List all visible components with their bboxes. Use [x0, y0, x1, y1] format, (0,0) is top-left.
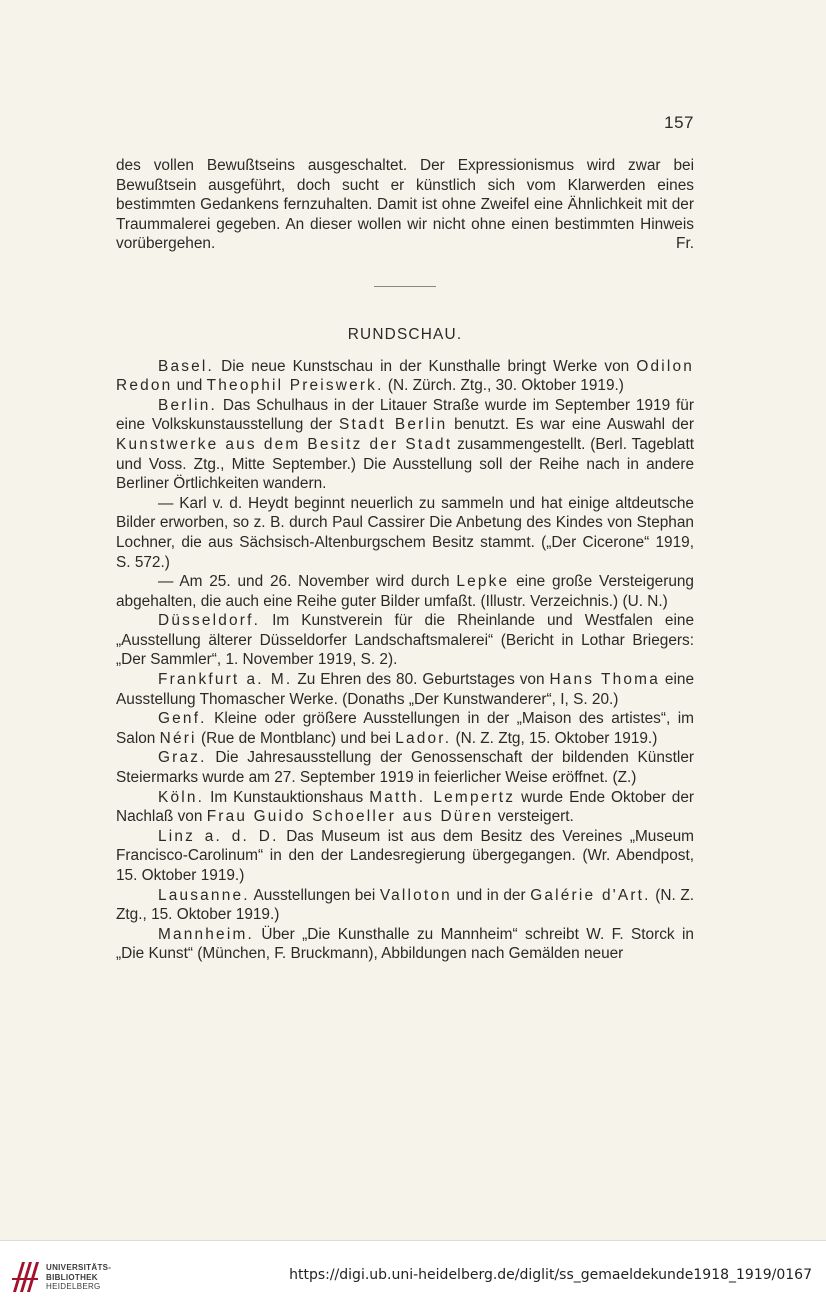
- place-name: Köln.: [158, 788, 205, 806]
- permalink-url[interactable]: https://digi.ub.uni-heidelberg.de/diglit/ss_gemaeldekunde1918_1919/0167: [289, 1267, 812, 1283]
- page-number: 157: [664, 113, 694, 132]
- entry-lausanne: Lausanne. Ausstellungen bei Valloton und in der Galérie d'Art. (N. Z. Ztg., 15. Oktober 1919.): [116, 886, 694, 924]
- artist-name: Theophil Preiswerk.: [206, 377, 384, 395]
- entry-graz: Graz. Die Jahresausstellung der Genossenschaft der bildenden Künstler Steiermarks wurde am 27. September 1919 in feierlicher Weise eröffnet. (Z.): [116, 749, 695, 787]
- section-heading: RUNDSCHAU.: [347, 325, 463, 343]
- dealer-name: Lepke: [456, 573, 510, 591]
- university-library-heidelberg-logo-icon[interactable]: [10, 1259, 40, 1295]
- section-divider: [374, 286, 436, 287]
- place-name: Frankfurt a. M.: [158, 671, 293, 689]
- place-name: Genf.: [158, 710, 207, 728]
- footer-bar: [0, 1240, 826, 1310]
- entry-basel: Basel. Die neue Kunstschau in der Kunsthalle bringt Werke von Odilon Redon und Theophil Preiswerk. (N. Zürch. Ztg., 30. Oktober 1919.): [116, 357, 695, 395]
- place-name: Basel.: [158, 357, 214, 375]
- author-signature: Fr.: [676, 235, 694, 253]
- entry-koeln: Köln. Im Kunstauktionshaus Matth. Lempertz wurde Ende Oktober der Nachlaß von Frau Guido Schoeller aus Düren versteigert.: [116, 788, 695, 826]
- entry-linz: Linz a. d. D. Das Museum ist aus dem Besitz des Vereines „Museum Francisco-Carolinum“ in den der Landesregierung übergegangen. (Wr. Abendpost, 15. Oktober 1919.): [116, 827, 695, 884]
- library-logo-text: UNIVERSITÄTS- BIBLIOTHEK HEIDELBERG: [46, 1263, 112, 1291]
- place-name: Düsseldorf.: [158, 612, 261, 630]
- entry-mannheim: Mannheim. Über „Die Kunsthalle zu Mannheim“ schreibt W. F. Storck in „Die Kunst“ (München, F. Bruckmann), Abbildungen nach Gemälden neuer: [116, 925, 694, 963]
- place-name: Berlin.: [158, 396, 218, 414]
- body-text: [116, 156, 694, 964]
- place-name: Mannheim.: [158, 925, 254, 943]
- place-name: Linz a. d. D.: [158, 827, 279, 845]
- entry-genf: Genf. Kleine oder größere Ausstellungen in der „Maison des artistes“, im Salon Néri (Rue de Montblanc) und bei Lador. (N. Z. Ztg, 15. Oktober 1919.): [116, 710, 694, 747]
- intro-paragraph: [116, 156, 694, 254]
- artist-name: Hans Thoma: [549, 671, 660, 689]
- artist-name: Odilon Redon: [116, 357, 695, 395]
- entry-frankfurt: Frankfurt a. M. Zu Ehren des 80. Geburtstages von Hans Thoma eine Ausstellung Thomascher Werke. (Donaths „Der Kunstwanderer“, I, S. 20.): [116, 671, 695, 708]
- place-name: Lausanne.: [158, 886, 250, 904]
- intro-text: des vollen Bewußtseins ausgeschaltet. Der Expressionismus wird zwar bei Bewußtsein ausgeführt, doch sucht er künstlich sich vom Klarwerden eines bestimmten Gedankens fernzuhalten. Damit ist ohne Zweifel eine Ähnlichkeit mit der Traummalerei gegeben. An dieser wollen wir nicht ohne einen bestimmten Hinweis vorübergehen.: [116, 157, 694, 253]
- entry-duesseldorf: Düsseldorf. Im Kunstverein für die Rheinlande und Westfalen eine „Ausstellung älterer Düsseldorfer Landschaftsmalerei“ (Bericht in Lothar Briegers: „Der Sammler“, 1. November 1919, S. 2).: [116, 612, 695, 669]
- entry-berlin: Berlin. Das Schulhaus in der Litauer Straße wurde im September 1919 für eine Volkskunstausstellung der Stadt Berlin benutzt. Es war eine Auswahl der Kunstwerke aus dem Besitz der Stadt zusammengestellt. (Berl. Tageblatt und Voss. Ztg., Mitte September.) Die Ausstellung soll der Reihe nach in andere Berliner Örtlichkeiten wandern.: [116, 396, 694, 493]
- entry-lepke: — Am 25. und 26. November wird durch Lepke eine große Versteigerung abgehalten, die auch eine Reihe guter Bilder umfaßt. (Illustr. Verzeichnis.) (U. N.): [116, 573, 694, 610]
- place-name: Graz.: [158, 749, 207, 767]
- entry-heydt: — Karl v. d. Heydt beginnt neuerlich zu sammeln und hat einige altdeutsche Bilder erworben, so z. B. durch Paul Cassirer Die Anbetung des Kindes von Stephan Lochner, die aus Sächsisch-Altenburgschem Besitz stammt. („Der Cicerone“ 1919, S. 572.): [116, 494, 694, 571]
